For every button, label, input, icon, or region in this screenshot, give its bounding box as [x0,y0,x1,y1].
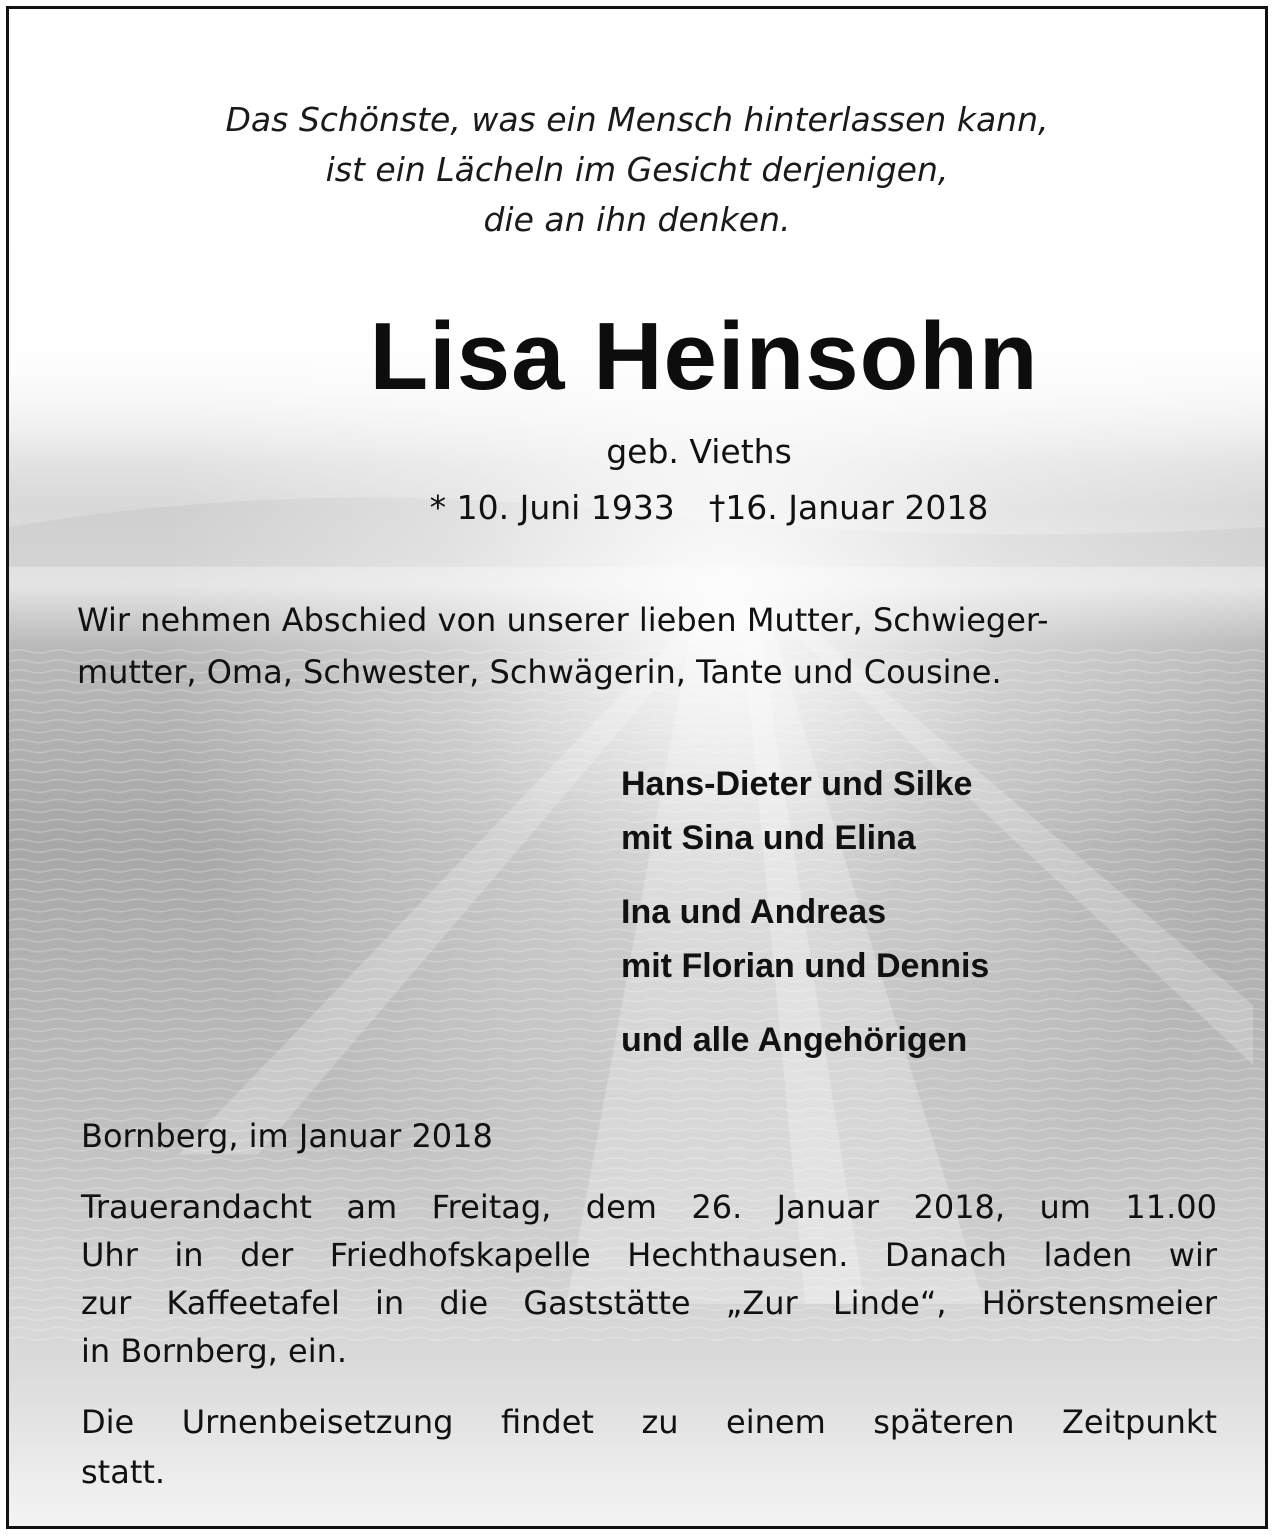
service-line: Uhr in der Friedhofskapelle Hechthausen. Danach laden wir [81,1236,1217,1274]
farewell-line: mutter, Oma, Schwester, Schwägerin, Tante und Cousine. [77,653,1002,691]
mourner-line: mit Florian und Dennis [621,947,990,985]
mourner-line: Ina und Andreas [621,893,887,931]
urn-burial-notice [81,1397,1217,1497]
quote-line: ist ein Lächeln im Gesicht derjenigen, [325,150,949,189]
birth-date: * 10. Juni 1933 [429,488,675,527]
mourner-line: Hans-Dieter und Silke [621,765,973,803]
mourner-group [621,757,1221,865]
mourner-group [621,1013,1221,1067]
farewell-line: Wir nehmen Abschied von unserer lieben Mutter, Schwieger- [77,601,1049,639]
service-notice [81,1183,1217,1375]
place-and-date: Bornberg, im Januar 2018 [81,1117,493,1155]
service-line: in Bornberg, ein. [81,1332,348,1370]
quote-line: Das Schönste, was ein Mensch hinterlassen kann, [225,100,1049,139]
obituary-content [9,9,1265,1526]
death-date: †16. Januar 2018 [708,488,989,527]
service-line: zur Kaffeetafel in die Gaststätte „Zur Linde“, Hörstensmeier [81,1284,1217,1322]
mourner-line: und alle Angehörigen [621,1021,968,1059]
mourner-group [621,885,1221,993]
mourners-list [621,757,1221,1087]
urn-line: Die Urnenbeisetzung findet zu einem späteren Zeitpunkt [81,1403,1217,1441]
mourner-line: mit Sina und Elina [621,819,916,857]
farewell-text [77,594,1217,698]
life-dates [389,481,1029,535]
service-line: Trauerandacht am Freitag, dem 26. Januar 2018, um 11.00 [81,1188,1217,1226]
obituary-frame [6,6,1268,1529]
quote-line: die an ihn denken. [483,200,791,239]
deceased-name: Lisa Heinsohn [369,303,1039,410]
maiden-name: geb. Vieths [606,432,792,471]
urn-line: statt. [81,1453,166,1491]
memorial-quote [9,95,1265,245]
